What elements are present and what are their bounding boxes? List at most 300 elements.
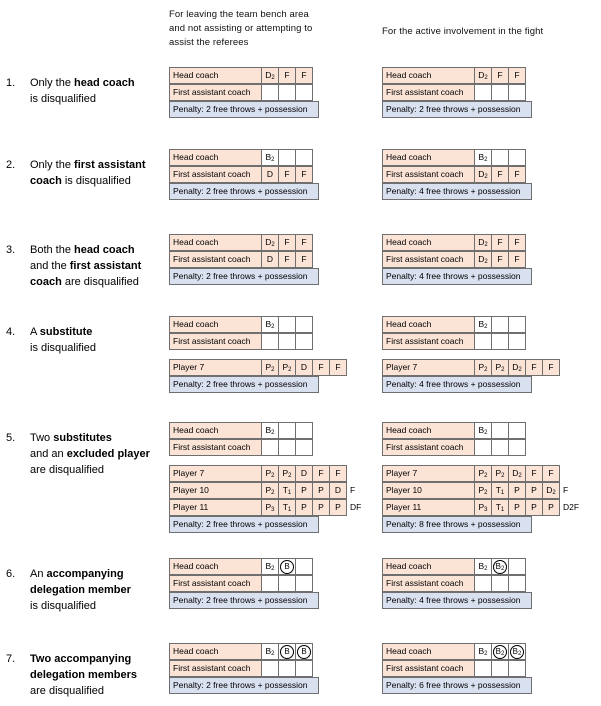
score-cell xyxy=(261,558,279,575)
score-cell xyxy=(278,166,296,183)
score-cell xyxy=(491,439,509,456)
score-cell xyxy=(491,333,509,350)
row-label: Head coach xyxy=(382,643,475,660)
cell-subscript: 2 xyxy=(552,490,556,496)
scoresheet-row xyxy=(382,234,525,251)
score-cell xyxy=(312,359,330,376)
scoresheet-row xyxy=(169,643,312,660)
cell-subscript: 2 xyxy=(271,651,275,657)
score-cell xyxy=(491,251,509,268)
description-line xyxy=(30,446,165,462)
left-header-line: assist the referees xyxy=(169,37,249,48)
case-number: 5. xyxy=(6,432,16,444)
score-cell xyxy=(295,149,313,166)
score-cell xyxy=(329,482,347,499)
score-cell xyxy=(295,166,313,183)
cell-letter: F xyxy=(318,362,324,372)
row-label: First assistant coach xyxy=(382,575,475,592)
cell-letter: D xyxy=(546,485,553,495)
scoresheet-row xyxy=(382,333,525,350)
score-cell xyxy=(474,359,492,376)
scoresheet-row xyxy=(169,439,312,456)
score-cell xyxy=(329,465,347,482)
cell-subscript: 2 xyxy=(271,430,275,436)
score-cell xyxy=(295,499,313,516)
cell-letter: P xyxy=(514,485,520,495)
score-cell xyxy=(295,234,313,251)
score-cell xyxy=(525,359,543,376)
score-cell xyxy=(474,558,492,575)
emphasis-text: head coach xyxy=(74,77,135,89)
row-label: Head coach xyxy=(382,558,475,575)
cell-letter: P xyxy=(301,485,307,495)
score-cell xyxy=(474,465,492,482)
penalty-bar: Penalty: 2 free throws + possession xyxy=(169,677,319,694)
plain-text: Both the xyxy=(30,244,75,256)
case-number: 2. xyxy=(6,159,16,171)
row-label: Head coach xyxy=(382,422,475,439)
cell-letter: D xyxy=(266,169,274,179)
row-label: Player 11 xyxy=(382,499,475,516)
cell-letter: B xyxy=(301,647,307,656)
score-cell xyxy=(261,316,279,333)
cell-letter: B xyxy=(265,425,272,435)
scoresheet-row xyxy=(382,482,559,499)
plain-text: and the xyxy=(30,260,70,272)
row-label: Head coach xyxy=(382,67,475,84)
scoresheet-row xyxy=(169,67,312,84)
score-cell xyxy=(278,499,296,516)
row-label: First assistant coach xyxy=(169,166,262,183)
cell-subscript: 2 xyxy=(271,490,275,496)
scoresheet-row xyxy=(382,499,559,516)
scoresheet-row xyxy=(169,149,312,166)
score-cell xyxy=(295,660,313,677)
row-label: First assistant coach xyxy=(169,84,262,101)
scoresheet-row xyxy=(382,439,525,456)
cell-letter: F xyxy=(548,468,554,478)
score-cell xyxy=(278,482,296,499)
penalty-bar: Penalty: 2 free throws + possession xyxy=(169,592,319,609)
cell-letter: F xyxy=(284,254,290,264)
description-line xyxy=(30,324,165,340)
emphasis-text: coach xyxy=(30,276,62,288)
cell-subscript: 2 xyxy=(484,473,488,479)
row-label: Head coach xyxy=(169,316,262,333)
cell-letter: D xyxy=(300,468,308,478)
row-label: Head coach xyxy=(169,234,262,251)
cell-letter: B xyxy=(478,561,485,571)
cell-letter: T xyxy=(282,485,288,495)
score-cell xyxy=(508,499,526,516)
cell-letter: B xyxy=(495,562,501,571)
score-cell xyxy=(474,251,492,268)
cell-letter: D xyxy=(266,254,274,264)
row-label: Head coach xyxy=(169,643,262,660)
circled-mark xyxy=(280,645,294,659)
description-line xyxy=(30,274,165,290)
description-line xyxy=(30,683,165,699)
case-number: 7. xyxy=(6,653,16,665)
scoresheet-row xyxy=(169,482,346,499)
score-cell xyxy=(491,558,509,575)
description-line xyxy=(30,258,165,274)
score-cell xyxy=(295,251,313,268)
cell-subscript: 2 xyxy=(484,651,488,657)
cell-subscript: 1 xyxy=(287,490,292,496)
penalty-bar: Penalty: 2 free throws + possession xyxy=(169,268,319,285)
cell-letter: T xyxy=(495,502,501,512)
score-cell xyxy=(491,465,509,482)
score-cell xyxy=(295,422,313,439)
scoresheet-row xyxy=(382,149,525,166)
cell-subscript: 2 xyxy=(518,651,522,657)
description-line xyxy=(30,667,165,683)
cell-letter: D xyxy=(265,237,272,247)
scoresheet-row xyxy=(382,660,525,677)
row-label: Head coach xyxy=(169,67,262,84)
score-cell xyxy=(508,316,526,333)
penalty-bar: Penalty: 2 free throws + possession xyxy=(169,516,319,533)
cell-subscript: 2 xyxy=(484,566,488,572)
score-cell xyxy=(474,333,492,350)
score-cell xyxy=(508,67,526,84)
description-line xyxy=(30,173,165,189)
row-label: Head coach xyxy=(382,316,475,333)
scoresheet-row xyxy=(169,316,312,333)
description-line xyxy=(30,651,165,667)
row-label: Player 10 xyxy=(382,482,475,499)
case-number: 6. xyxy=(6,568,16,580)
emphasis-text: excluded player xyxy=(66,448,150,460)
case-description xyxy=(30,566,165,614)
cell-letter: B xyxy=(512,647,518,656)
cell-letter: F xyxy=(335,362,341,372)
emphasis-text: substitute xyxy=(39,326,93,338)
left-column-header xyxy=(169,8,312,50)
description-line xyxy=(30,242,165,258)
cell-letter: P xyxy=(531,485,537,495)
penalty-bar: Penalty: 2 free throws + possession xyxy=(169,376,319,393)
score-cell xyxy=(278,575,296,592)
cell-letter: D xyxy=(265,70,272,80)
score-cell xyxy=(474,439,492,456)
score-cell xyxy=(261,234,279,251)
cell-subscript: 2 xyxy=(288,473,292,479)
cell-letter: F xyxy=(301,237,307,247)
score-cell xyxy=(295,439,313,456)
scoresheet-row xyxy=(382,166,525,183)
score-cell xyxy=(278,67,296,84)
trailing-foul-mark: D2F xyxy=(563,502,580,512)
row-label: First assistant coach xyxy=(382,84,475,101)
cell-letter: B xyxy=(478,646,485,656)
score-cell xyxy=(491,166,509,183)
score-cell xyxy=(261,575,279,592)
score-cell xyxy=(508,84,526,101)
plain-text: is disqualified xyxy=(61,175,131,187)
score-cell xyxy=(295,575,313,592)
plain-text: A xyxy=(30,326,40,338)
score-cell xyxy=(278,558,296,575)
circled-mark xyxy=(510,645,524,659)
score-cell xyxy=(278,643,296,660)
case-description xyxy=(30,651,165,699)
cell-letter: P xyxy=(265,502,272,512)
score-cell xyxy=(474,166,492,183)
score-cell xyxy=(278,251,296,268)
penalty-bar: Penalty: 2 free throws + possession xyxy=(169,101,319,118)
emphasis-text: substitutes xyxy=(53,432,112,444)
cell-letter: P xyxy=(495,362,502,372)
scoresheet-row xyxy=(382,251,525,268)
cell-subscript: 2 xyxy=(484,324,488,330)
score-cell xyxy=(278,84,296,101)
plain-text: Only the xyxy=(30,159,75,171)
cell-letter: D xyxy=(512,468,519,478)
plain-text: is disqualified xyxy=(30,93,97,105)
circled-mark xyxy=(297,645,311,659)
cell-subscript: 2 xyxy=(271,324,275,330)
scoresheet-row xyxy=(169,234,312,251)
scoresheet-row xyxy=(169,422,312,439)
cell-letter: F xyxy=(284,237,290,247)
row-label: Head coach xyxy=(169,558,262,575)
cell-letter: F xyxy=(301,169,307,179)
scoresheet-row xyxy=(382,465,559,482)
scoresheet-row xyxy=(169,251,312,268)
cell-subscript: 2 xyxy=(501,566,505,572)
score-cell xyxy=(491,84,509,101)
cell-letter: P xyxy=(265,485,272,495)
cell-letter: T xyxy=(282,502,288,512)
case-description xyxy=(30,75,165,107)
cell-letter: P xyxy=(478,485,485,495)
score-cell xyxy=(261,643,279,660)
cell-subscript: 2 xyxy=(271,242,275,248)
scoresheet-row xyxy=(169,575,312,592)
score-cell xyxy=(525,465,543,482)
score-cell xyxy=(278,660,296,677)
cell-subscript: 1 xyxy=(500,490,505,496)
score-cell xyxy=(491,359,509,376)
cell-letter: P xyxy=(514,502,520,512)
emphasis-text: head coach xyxy=(74,244,135,256)
score-cell xyxy=(508,234,526,251)
description-line xyxy=(30,582,165,598)
scoresheet-row xyxy=(382,643,525,660)
cell-letter: F xyxy=(335,468,341,478)
score-cell xyxy=(261,84,279,101)
cell-letter: F xyxy=(301,70,307,80)
score-cell xyxy=(508,643,526,660)
cell-letter: P xyxy=(318,485,324,495)
cell-subscript: 2 xyxy=(484,430,488,436)
score-cell xyxy=(491,499,509,516)
circled-mark xyxy=(280,560,294,574)
cell-letter: F xyxy=(514,169,520,179)
row-label: First assistant coach xyxy=(382,166,475,183)
penalty-bar: Penalty: 8 free throws + possession xyxy=(382,516,532,533)
score-cell xyxy=(508,359,526,376)
score-cell xyxy=(278,149,296,166)
plain-text: Only the xyxy=(30,77,75,89)
cell-letter: B xyxy=(265,319,272,329)
score-cell xyxy=(295,316,313,333)
score-cell xyxy=(474,660,492,677)
cell-letter: P xyxy=(335,502,341,512)
score-cell xyxy=(295,558,313,575)
cell-letter: B xyxy=(478,152,485,162)
cell-letter: F xyxy=(548,362,554,372)
score-cell xyxy=(278,333,296,350)
score-cell xyxy=(508,251,526,268)
cell-letter: B xyxy=(284,562,290,571)
score-cell xyxy=(261,499,279,516)
cell-subscript: 1 xyxy=(500,507,505,513)
trailing-foul-mark: F xyxy=(350,485,356,495)
score-cell xyxy=(474,316,492,333)
score-cell xyxy=(312,482,330,499)
cell-letter: P xyxy=(301,502,307,512)
score-cell xyxy=(542,359,560,376)
circled-mark xyxy=(493,560,507,574)
case-description xyxy=(30,324,165,356)
score-cell xyxy=(508,558,526,575)
row-label: Player 7 xyxy=(169,359,262,376)
score-cell xyxy=(295,465,313,482)
cell-letter: F xyxy=(301,254,307,264)
cell-letter: F xyxy=(497,169,503,179)
scoresheet-row xyxy=(382,84,525,101)
cell-letter: F xyxy=(497,237,503,247)
score-cell xyxy=(525,482,543,499)
cell-letter: B xyxy=(265,646,272,656)
emphasis-text: first assistant xyxy=(69,260,142,272)
row-label: First assistant coach xyxy=(382,439,475,456)
row-label: Head coach xyxy=(382,149,475,166)
scoresheet-row xyxy=(382,575,525,592)
cell-letter: F xyxy=(531,362,537,372)
cell-subscript: 2 xyxy=(484,259,488,265)
cell-subscript: 2 xyxy=(484,174,488,180)
score-cell xyxy=(312,499,330,516)
cell-letter: F xyxy=(318,468,324,478)
cell-letter: D xyxy=(478,70,485,80)
score-cell xyxy=(508,166,526,183)
plain-text: are disqualified xyxy=(30,464,104,476)
cell-letter: P xyxy=(282,362,289,372)
cell-subscript: 2 xyxy=(501,651,505,657)
score-cell xyxy=(278,234,296,251)
row-label: First assistant coach xyxy=(169,660,262,677)
plain-text: Two xyxy=(30,432,54,444)
emphasis-text: delegation members xyxy=(30,669,137,681)
description-line xyxy=(30,566,165,582)
case-description xyxy=(30,157,165,189)
cell-subscript: 2 xyxy=(484,157,488,163)
score-cell xyxy=(474,84,492,101)
row-label: First assistant coach xyxy=(169,251,262,268)
penalty-bar: Penalty: 4 free throws + possession xyxy=(382,268,532,285)
cell-subscript: 2 xyxy=(518,473,522,479)
score-cell xyxy=(491,422,509,439)
cell-letter: P xyxy=(531,502,537,512)
score-cell xyxy=(261,660,279,677)
score-cell xyxy=(295,67,313,84)
cell-letter: P xyxy=(495,468,502,478)
score-cell xyxy=(474,575,492,592)
emphasis-text: accompanying xyxy=(46,568,124,580)
cell-subscript: 2 xyxy=(484,490,488,496)
penalty-bar: Penalty: 2 free throws + possession xyxy=(382,101,532,118)
plain-text: are disqualified xyxy=(61,276,139,288)
emphasis-text: coach xyxy=(30,175,62,187)
score-cell xyxy=(491,149,509,166)
description-line xyxy=(30,462,165,478)
cell-letter: B xyxy=(478,319,485,329)
row-label: Player 7 xyxy=(382,359,475,376)
case-description xyxy=(30,430,165,478)
score-cell xyxy=(474,67,492,84)
penalty-bar: Penalty: 2 free throws + possession xyxy=(169,183,319,200)
score-cell xyxy=(542,499,560,516)
score-cell xyxy=(491,482,509,499)
score-cell xyxy=(278,422,296,439)
cell-letter: D xyxy=(300,362,308,372)
cell-letter: P xyxy=(478,468,485,478)
row-label: Head coach xyxy=(382,234,475,251)
plain-text: is disqualified xyxy=(30,342,97,354)
row-label: Player 11 xyxy=(169,499,262,516)
score-cell xyxy=(261,251,279,268)
cell-subscript: 3 xyxy=(271,507,275,513)
score-cell xyxy=(508,575,526,592)
scoresheet-row xyxy=(169,499,346,516)
score-cell xyxy=(474,643,492,660)
case-number: 3. xyxy=(6,244,16,256)
case-number: 4. xyxy=(6,326,16,338)
scoresheet-row xyxy=(382,67,525,84)
score-cell xyxy=(261,67,279,84)
case-description xyxy=(30,242,165,290)
score-cell xyxy=(474,234,492,251)
circled-mark xyxy=(493,645,507,659)
score-cell xyxy=(261,439,279,456)
emphasis-text: delegation member xyxy=(30,584,131,596)
score-cell xyxy=(329,359,347,376)
row-label: First assistant coach xyxy=(169,439,262,456)
description-line xyxy=(30,598,165,614)
cell-letter: B xyxy=(495,647,501,656)
scoresheet-row xyxy=(169,84,312,101)
score-cell xyxy=(278,316,296,333)
score-cell xyxy=(295,482,313,499)
cell-letter: F xyxy=(514,254,520,264)
cell-letter: P xyxy=(318,502,324,512)
cell-letter: F xyxy=(514,70,520,80)
plain-text: and an xyxy=(30,448,67,460)
score-cell xyxy=(508,149,526,166)
cell-letter: P xyxy=(548,502,554,512)
score-cell xyxy=(261,149,279,166)
cell-letter: D xyxy=(334,485,342,495)
score-cell xyxy=(474,149,492,166)
penalty-bar: Penalty: 4 free throws + possession xyxy=(382,183,532,200)
row-label: Player 7 xyxy=(382,465,475,482)
row-label: First assistant coach xyxy=(169,575,262,592)
scoresheet-row xyxy=(382,422,525,439)
